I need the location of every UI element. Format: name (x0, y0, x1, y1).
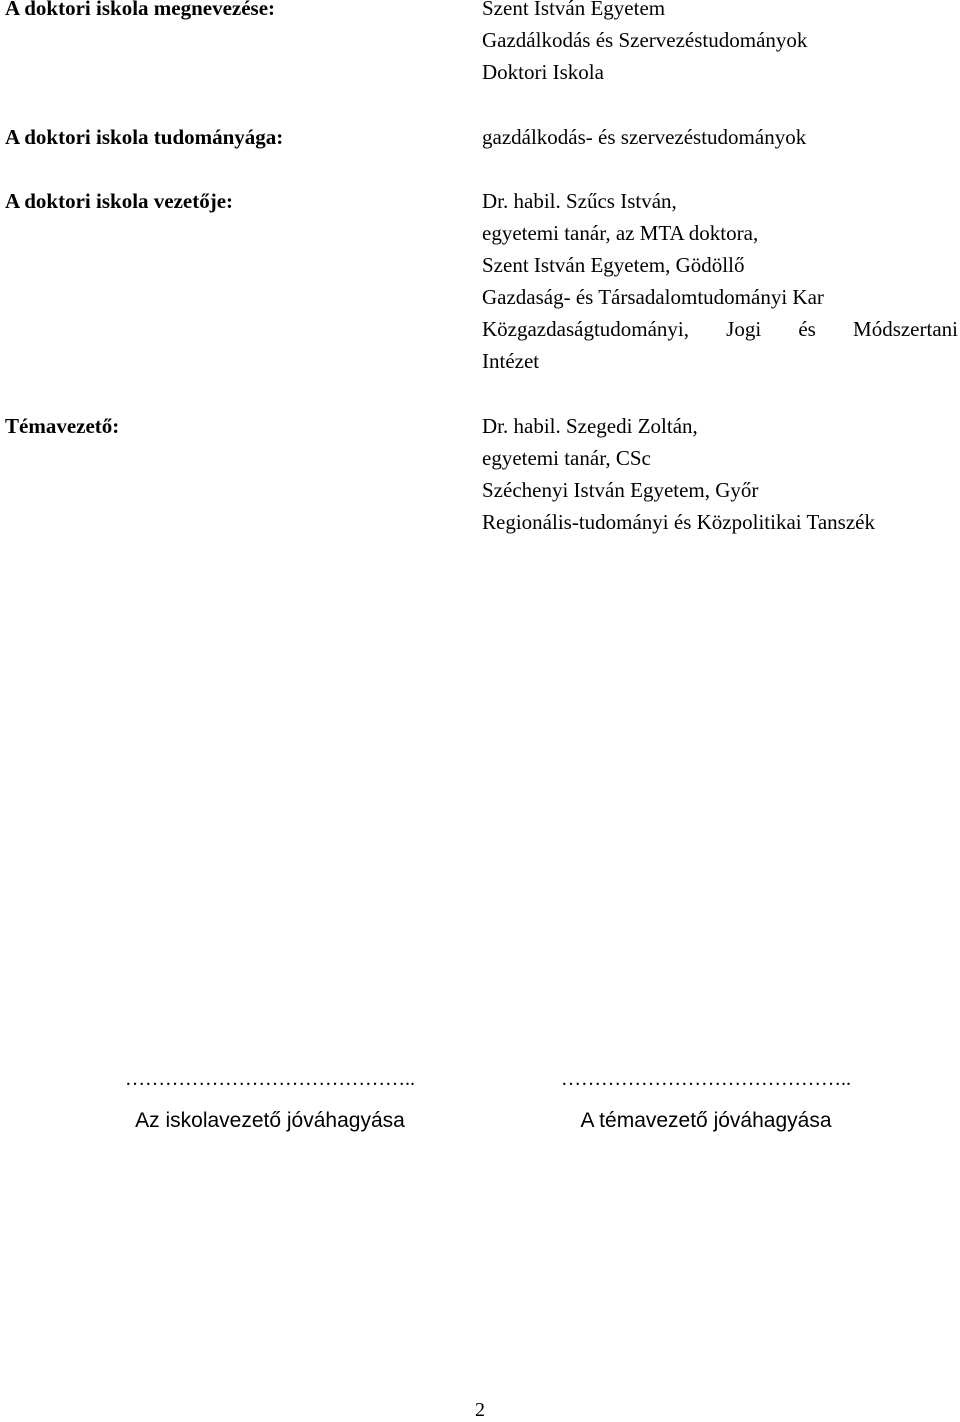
field-value (482, 121, 958, 153)
value-line: gazdálkodás- és szervezéstudományok (482, 125, 807, 149)
value-line: Gazdaság- és Társadalomtudományi Kar (482, 285, 824, 309)
page-number: 2 (475, 1399, 485, 1421)
value-line: Regionális-tudományi és Közpolitikai Tanszék (482, 510, 875, 534)
value-line: Szent István Egyetem (482, 0, 666, 20)
value-line: Gazdálkodás és Szervezéstudományok (482, 28, 808, 52)
value-line: Doktori Iskola (482, 60, 604, 84)
value-line: Közgazdaságtudományi, Jogi és Módszertani (482, 317, 958, 341)
value-line: Széchenyi István Egyetem, Győr (482, 478, 759, 502)
school-head-value (482, 185, 958, 377)
signature-caption: A témavezető jóváhagyása (580, 1109, 832, 1132)
supervisor-signature (516, 1066, 896, 1136)
value-line: egyetemi tanár, CSc (482, 446, 651, 470)
value-line: egyetemi tanár, az MTA doktora, (482, 221, 759, 245)
school-name-value (482, 0, 958, 88)
value-line: Dr. habil. Szegedi Zoltán, (482, 414, 698, 438)
signature-line: …………………………………….. (125, 1068, 415, 1090)
value-line: Szent István Egyetem, Gödöllő (482, 253, 745, 277)
value-line: Dr. habil. Szűcs István, (482, 189, 677, 213)
supervisor-label: Témavezető: (5, 414, 120, 438)
school-head-signature (80, 1066, 460, 1136)
school-head-label: A doktori iskola vezetője: (5, 189, 234, 213)
signature-caption: Az iskolavezető jóváhagyása (135, 1109, 405, 1132)
school-name-label: A doktori iskola megnevezése: (5, 0, 276, 20)
signature-line: …………………………………….. (561, 1068, 851, 1090)
field-label: A doktori iskola tudományága: (5, 125, 284, 149)
value-line: Intézet (482, 349, 540, 373)
supervisor-value (482, 410, 958, 538)
